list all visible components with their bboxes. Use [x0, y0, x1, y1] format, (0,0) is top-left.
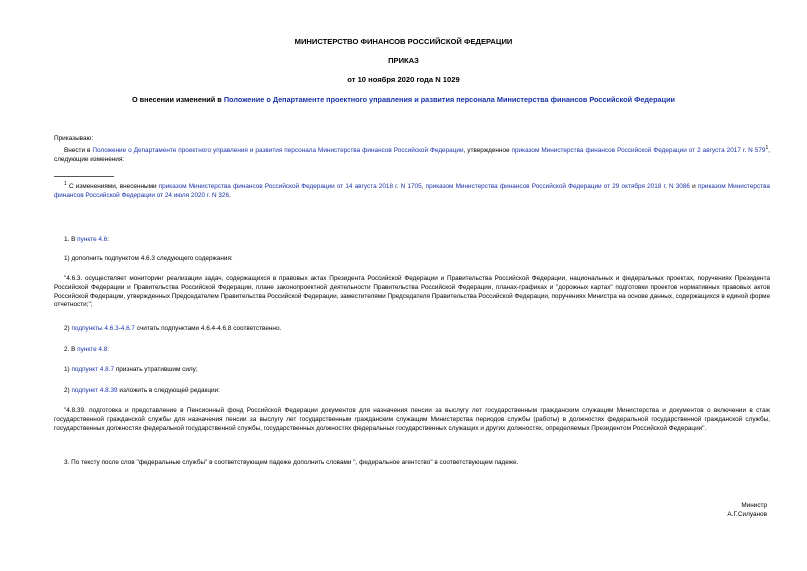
item-2 — [54, 346, 770, 355]
footnote-ref[interactable]: 1 — [765, 145, 769, 151]
ministry-heading: МИНИСТЕРСТВО ФИНАНСОВ РОССИЙСКОЙ ФЕДЕРАЦИИ — [294, 37, 513, 46]
item-1 — [54, 236, 770, 245]
item-2-1 — [54, 366, 770, 375]
item-2-2 — [54, 387, 770, 396]
intro-text-3: , следующие изменения: — [54, 147, 770, 163]
footnote-marker: 1 — [64, 181, 67, 187]
item-2-1-prefix: 1) — [64, 366, 72, 373]
footnote-text-3: и — [689, 183, 698, 191]
footnote — [54, 181, 770, 201]
item-2-1-suffix: признать утратившим силу; — [114, 366, 198, 373]
order-1705-link[interactable]: приказом Министерства финансов Российской Федерации от 14 августа 2018 г. N 1705 — [158, 183, 422, 191]
item-3: 3. По тексту после слов "федеральные службы" в соответствующем падеже дополнить словами ", федеральное агентство" в соответствующем падеже. — [64, 459, 519, 466]
item-1-suffix: : — [107, 236, 110, 243]
order-326-link[interactable]: приказом Министерства финансов Российской Федерации от 24 июля 2020 г. N 326 — [54, 183, 770, 199]
item-2-2-prefix: 2) — [64, 387, 72, 394]
footnote-text-1: С изменениями, внесенными — [66, 183, 159, 191]
intro-text-2: , утвержденное — [463, 147, 512, 155]
item-1-2-prefix: 2) — [64, 325, 72, 332]
subject-link[interactable]: Положение о Департаменте проектного управления и развития персонала Министерства финансов Российской Федерации — [223, 95, 676, 104]
subject-prefix: О внесении изменений в — [131, 95, 224, 104]
footnote-text-2: , — [421, 183, 426, 191]
item-1-prefix: 1. В — [64, 236, 78, 243]
regulation-link[interactable]: Положение о Департаменте проектного управления и развития персонала Министерства финансов Российской Федерации — [92, 147, 464, 155]
intro-text-1: Внести в — [64, 147, 93, 155]
item-1-2 — [54, 325, 770, 334]
item-1-1: 1) дополнить подпунктом 4.6.3 следующего содержания: — [64, 255, 233, 262]
footnote-text-4: . — [229, 191, 231, 199]
footnote-divider — [54, 176, 114, 177]
document-subject — [0, 95, 807, 105]
order-3086-link[interactable]: приказом Министерства финансов Российской Федерации от 29 октября 2018 г. N 3086 — [425, 183, 690, 191]
intro-paragraph — [54, 145, 770, 165]
subpoint-4-8-39-link[interactable]: подпункт 4.8.39 — [71, 387, 118, 394]
subpoints-4-6-3-link[interactable]: подпункты 4.6.3-4.6.7 — [71, 325, 135, 332]
doc-type-heading: ПРИКАЗ — [388, 56, 419, 65]
date-number-heading: от 10 ноября 2020 года N 1029 — [347, 75, 460, 84]
signatory-position: Министр — [741, 502, 767, 509]
point-4-8-link[interactable]: пункте 4.8 — [77, 346, 108, 353]
quote-4-6-3: "4.6.3. осуществляет мониторинг реализации задач, содержащихся в правовых актах Президента Российской Федерации и Правительства Российской Федерации, национальных и федеральных проектах, поручениях Президента Российской Федерации и Правительства Российской Федерации, плане законопроектной деятельности Правительства Российской Федерации, планах-графиках и "дорожных картах" подготовки проектов нормативных правовых актов Российской Федерации, утвержденных Председателем Правительства Российской Федерации, заместителями Председателя Правительства Российской Федерации, поручениях Министра на основе данных, содержащихся в единой форме отчетности;"; — [54, 275, 770, 309]
signatory-name: А.Г.Силуанов — [727, 511, 767, 518]
subpoint-4-8-7-link[interactable]: подпункт 4.8.7 — [71, 366, 115, 373]
order-579-link[interactable]: приказом Министерства финансов Российской Федерации от 2 августа 2017 г. N 579 — [511, 147, 766, 155]
quote-4-8-39: "4.8.39. подготовка и представление в Пенсионный фонд Российской Федерации документов для назначения пенсии за выслугу лет государственным гражданским служащим Министерства и документов о включении в стаж государственной гражданской службы для назначения пенсии за выслугу лет государственным гражданским служащим Министерства периодов службы (работы) в должностях федеральной государственной гражданской службы, государственных должностях федеральной государственной службы, государственных должностях федеральных государственных служащих и других должностях, определяемых Президентом Российской Федерации". — [54, 407, 770, 432]
item-2-prefix: 2. В — [64, 346, 78, 353]
item-1-2-suffix: считать подпунктами 4.6.4-4.6.8 соответственно. — [134, 325, 282, 332]
item-2-suffix: : — [107, 346, 110, 353]
item-2-2-suffix: изложить в следующей редакции: — [117, 387, 220, 394]
order-word: Приказываю: — [54, 135, 94, 142]
point-4-6-link[interactable]: пункте 4.6 — [77, 236, 108, 243]
